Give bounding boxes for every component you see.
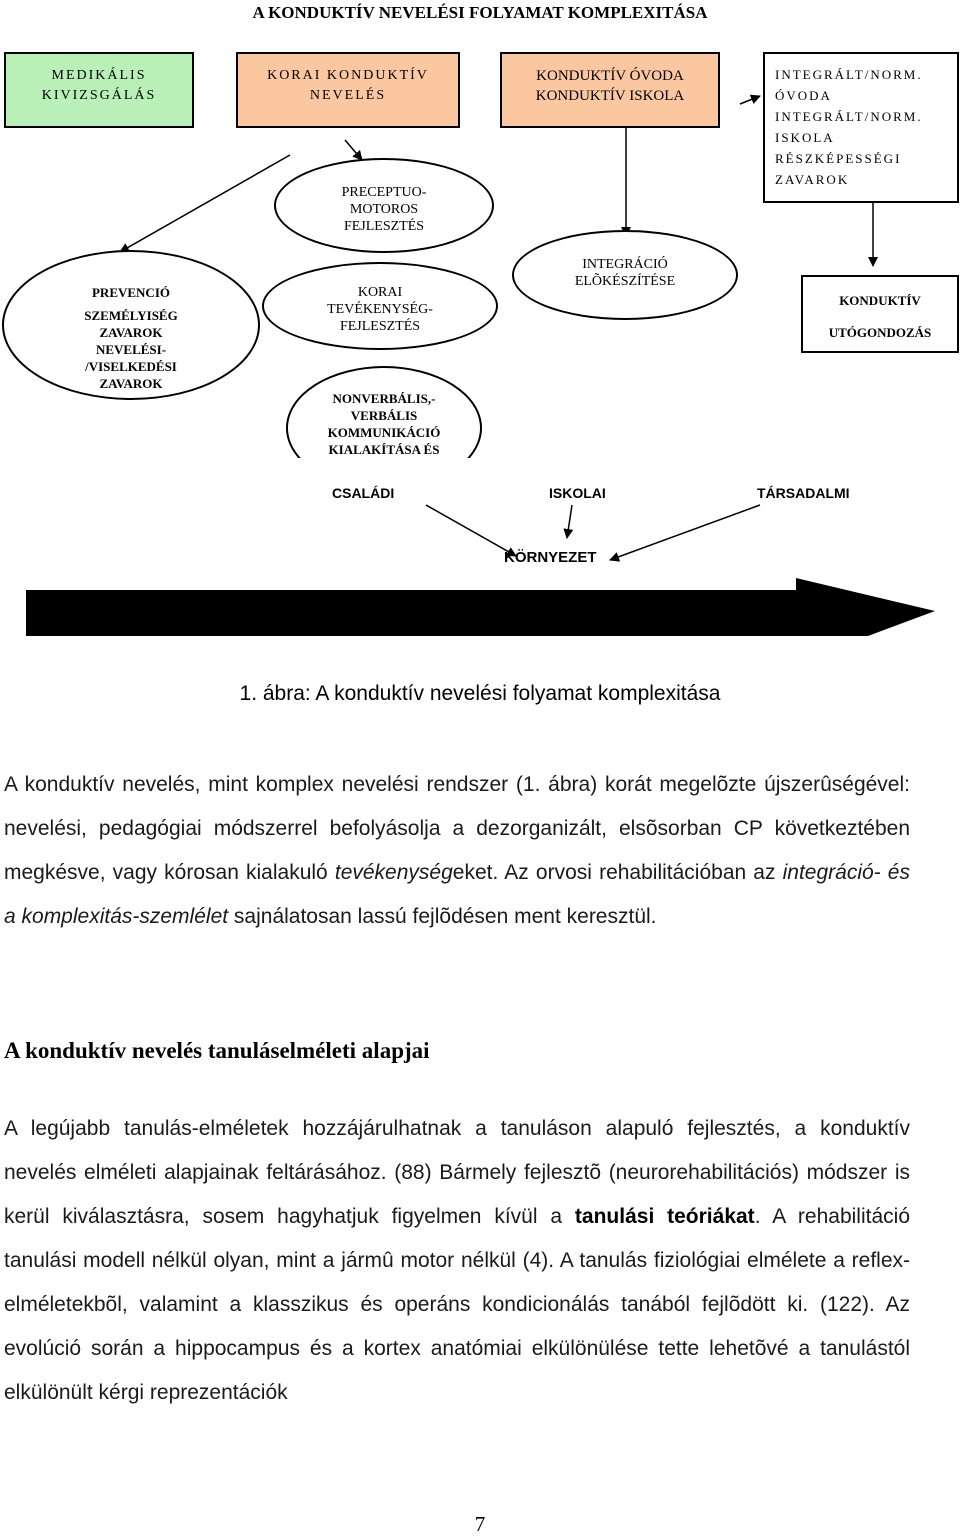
- emphasis-text: tevékenység: [334, 861, 453, 884]
- ellipse-prevencio: [2, 250, 260, 400]
- box-line: MEDIKÁLIS: [51, 68, 147, 83]
- ellipse-preceptuo-motoros: [274, 158, 494, 253]
- box-line: NEVELÉS: [309, 88, 387, 103]
- box-line: INTEGRÁLT/NORM.: [775, 109, 923, 124]
- ellipse-line: VERBÁLIS: [350, 408, 418, 423]
- arrow-to-prevencio: [120, 155, 290, 252]
- box-medikalis-kivizsgalas: [4, 52, 194, 128]
- arrow-tarsadalmi: [610, 505, 760, 560]
- ellipse-line: KOMMUNIKÁCIÓ: [327, 425, 441, 440]
- label-csaladi: CSALÁDI: [332, 485, 395, 501]
- ellipse-line: ZAVAROK: [99, 325, 163, 340]
- arrow-to-preceptuo: [345, 140, 362, 160]
- figure-caption: 1. ábra: A konduktív nevelési folyamat komplexitása: [239, 682, 721, 705]
- arrow-iskolai: [567, 505, 572, 538]
- bold-text: tanulási teóriákat: [574, 1205, 755, 1228]
- ellipse-line: MOTOROS: [349, 202, 419, 217]
- ellipse-line: ELÕKÉSZÍTÉSE: [574, 274, 676, 289]
- label-tarsadalmi: TÁRSADALMI: [757, 485, 850, 501]
- box-line: UTÓGONDOZÁS: [828, 325, 932, 340]
- label-iskolai: ISKOLAI: [549, 485, 606, 501]
- text-run: sajnálatosan lassú fejlõdésen ment keresztül.: [228, 905, 657, 928]
- box-line: RÉSZKÉPESSÉGI: [775, 151, 902, 166]
- box-line: KONDUKTÍV ISKOLA: [535, 88, 685, 104]
- diagram-title: A KONDUKTÍV NEVELÉSI FOLYAMAT KOMPLEXITÁSA: [252, 3, 708, 22]
- ellipse-line: INTEGRÁCIÓ: [582, 257, 668, 272]
- page-number: 7: [474, 1512, 486, 1536]
- box-line: ZAVAROK: [775, 172, 850, 187]
- box-konduktiv-ovoda-iskola: [500, 52, 720, 128]
- ellipse-line: KORAI: [357, 285, 403, 300]
- box-korai-konduktiv-neveles: [236, 52, 460, 128]
- ellipse-line: NEVELÉSI-: [95, 342, 167, 357]
- emphasis-text: integráció- és a komplexitás-szemlélet: [4, 861, 910, 928]
- arrow-to-integralt: [740, 96, 760, 104]
- ellipse-line: SZEMÉLYISÉG: [84, 308, 178, 323]
- paragraph-1: [4, 763, 910, 939]
- paragraph-2: [4, 1107, 910, 1415]
- box-line: KONDUKTÍV ÓVODA: [536, 68, 684, 84]
- box-line: KIVIZSGÁLÁS: [41, 88, 157, 103]
- ellipse-line: TEVÉKENYSÉG-: [327, 302, 433, 317]
- box-konduktiv-utogondozas: [801, 275, 959, 353]
- text-run: A konduktív nevelés, mint komplex nevelési rendszer (1. ábra) korát megelõzte újszerûségével: nevelési, pedagógiai módszerrel befolyásolja a dezorganizált, elsõsorban CP következtében megkésve, vagy kórosan kialakuló: [4, 773, 910, 884]
- box-line: KORAI KONDUKTÍV: [267, 68, 429, 83]
- text-run: A legújabb tanulás-elméletek hozzájárulhatnak a tanuláson alapuló fejlesztés, a konduktív nevelés elméleti alapjainak feltárásához. (88) Bármely fejlesztõ (neurorehabilitációs) módszer is kerül kiválasztásra, sosem hagyhatjuk figyelmen kívül a: [4, 1117, 910, 1228]
- box-line: INTEGRÁLT/NORM.: [775, 67, 923, 82]
- box-line: KONDUKTÍV: [839, 293, 921, 308]
- box-line: ÓVODA: [775, 88, 832, 103]
- section-heading: A konduktív nevelés tanuláselméleti alapjai: [4, 1038, 430, 1063]
- ellipse-line: FEJLESZTÉS: [339, 319, 421, 334]
- text-run: . A rehabilitáció tanulási modell nélkül olyan, mint a jármû motor nélkül (4). A tanulás fiziológiai elmélete a reflex-elméletekbõl, valamint a klasszikus és operáns kondicionálás tanából fejlõdött ki. (122). Az evolúció során a hippocampus és a kortex anatómiai elkülönülése tette lehetõvé a tanulástól elkülönült kérgi reprezentációk: [4, 1205, 910, 1404]
- ellipse-korai-tevekenyseg: [262, 262, 498, 350]
- ellipse-line: PRECEPTUO-: [341, 185, 427, 200]
- label-kornyezet: KÖRNYEZET: [504, 549, 597, 566]
- ellipse-line: NONVERBÁLIS,-: [332, 391, 436, 406]
- ellipse-line: /VISELKEDÉSI: [85, 359, 177, 374]
- ellipse-line: FEJLESZTÉS: [343, 219, 425, 234]
- ellipse-line: ZAVAROK: [99, 376, 163, 391]
- ellipse-line: PREVENCIÓ: [91, 285, 170, 300]
- arrow-csaladi: [426, 505, 516, 556]
- timeline-arrow: [26, 578, 935, 636]
- box-line: ISKOLA: [775, 130, 835, 145]
- ellipse-line: KIALAKÍTÁSA ÉS: [328, 442, 440, 457]
- text-run: eket. Az orvosi rehabilitációban az: [452, 861, 783, 884]
- ellipse-integracio: [512, 230, 738, 320]
- box-integralt-norm: [763, 52, 959, 203]
